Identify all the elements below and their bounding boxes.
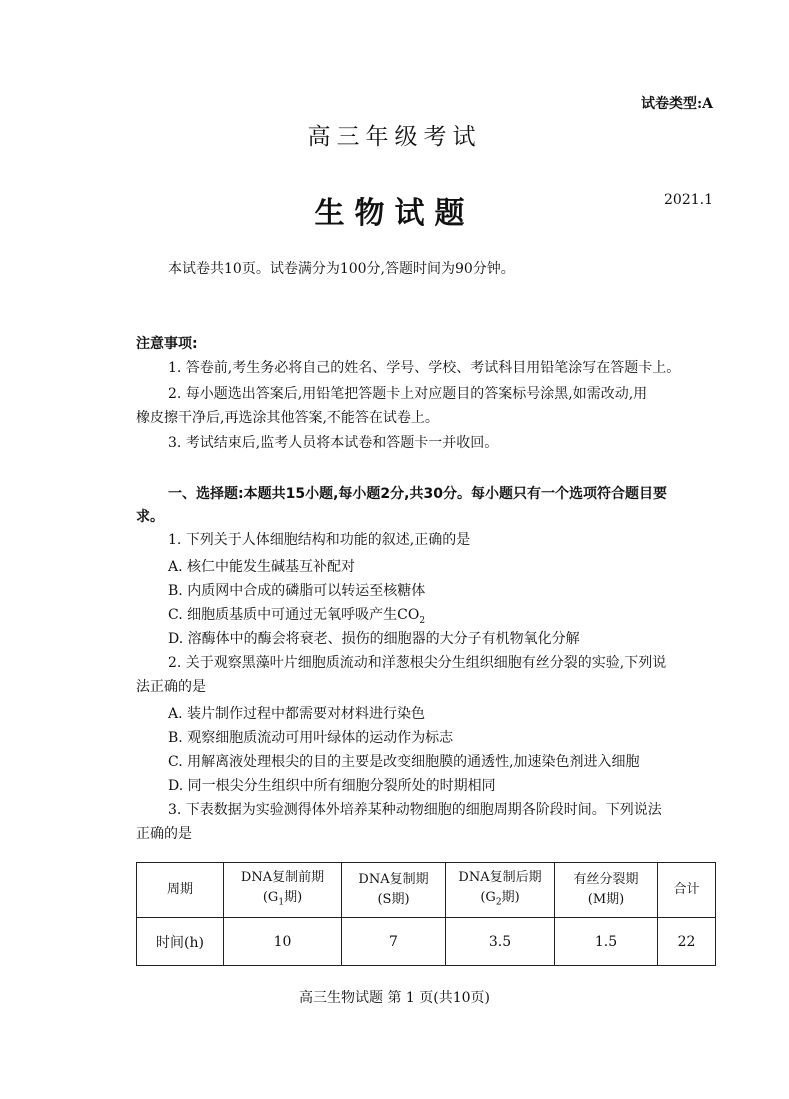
exam-title: 高三年级考试 <box>307 124 482 150</box>
q2-option-b: B. 观察细胞质流动可用叶绿体的运动作为标志 <box>168 730 454 746</box>
notice-item-2-line-2: 橡皮擦干净后,再选涂其他答案,不能答在试卷上。 <box>136 410 439 426</box>
q2-stem-line-2: 法正确的是 <box>136 679 206 695</box>
table-cell: 22 <box>658 918 716 966</box>
table-header-cell: DNA复制期 (S期) <box>342 863 446 918</box>
table-header-cell: 周期 <box>137 863 224 918</box>
q1-option-a: A. 核仁中能发生碱基互补配对 <box>168 559 356 575</box>
table-row-label: 时间(h) <box>137 918 224 966</box>
table-header-cell: DNA复制后期 ($G_2$期) <box>446 863 555 918</box>
table-header-row <box>137 863 716 918</box>
q1-stem: 1. 下列关于人体细胞结构和功能的叙述,正确的是 <box>168 532 471 548</box>
q1-option-d: D. 溶酶体中的酶会将衰老、损伤的细胞器的大分子有机物氧化分解 <box>168 631 580 647</box>
q1-option-c: C. 细胞质基质中可通过无氧呼吸产生$CO_2$ <box>168 607 426 626</box>
section-heading-line-2: 求。 <box>136 509 164 525</box>
notice-heading: 注意事项: <box>136 336 198 352</box>
cell-cycle-table <box>136 862 716 966</box>
subject-title: 生物试题 <box>314 196 475 231</box>
page-footer: 高三生物试题 第 1 页(共10页) <box>299 990 490 1006</box>
q2-stem-line-1: 2. 关于观察黑藻叶片细胞质流动和洋葱根尖分生组织细胞有丝分裂的实验,下列说 <box>168 655 667 671</box>
notice-item-1: 1. 答卷前,考生务必将自己的姓名、学号、学校、考试科目用铅笔涂写在答题卡上。 <box>168 360 681 376</box>
notice-item-2-line-1: 2. 每小题选出答案后,用铅笔把答题卡上对应题目的答案标号涂黑,如需改动,用 <box>168 386 648 402</box>
q2-option-c: C. 用解离液处理根尖的目的主要是改变细胞膜的通透性,加速染色剂进入细胞 <box>168 754 640 770</box>
table-header-cell: 有丝分裂期 (M期) <box>555 863 658 918</box>
section-heading-line-1: 一、选择题:本题共15小题,每小题2分,共30分。每小题只有一个选项符合题目要 <box>168 486 667 502</box>
table-cell: 3.5 <box>446 918 555 966</box>
table-row <box>137 918 716 966</box>
intro-text: 本试卷共10页。试卷满分为100分,答题时间为90分钟。 <box>168 261 515 277</box>
table-cell: 7 <box>342 918 446 966</box>
table-cell: 10 <box>224 918 342 966</box>
q2-option-d: D. 同一根尖分生组织中所有细胞分裂所处的时期相同 <box>168 778 496 794</box>
paper-type-label: 试卷类型:A <box>640 96 713 112</box>
q2-option-a: A. 装片制作过程中都需要对材料进行染色 <box>168 706 426 722</box>
q3-stem-line-1: 3. 下表数据为实验测得体外培养某种动物细胞的细胞周期各阶段时间。下列说法 <box>168 802 662 818</box>
table-header-cell: 合计 <box>658 863 716 918</box>
table-header-cell: DNA复制前期 ($G_1$期) <box>224 863 342 918</box>
table-cell: 1.5 <box>555 918 658 966</box>
q1-option-b: B. 内质网中合成的磷脂可以转运至核糖体 <box>168 583 426 599</box>
exam-date: 2021.1 <box>664 192 713 208</box>
notice-item-3: 3. 考试结束后,监考人员将本试卷和答题卡一并收回。 <box>168 435 499 451</box>
q3-stem-line-2: 正确的是 <box>136 826 192 842</box>
